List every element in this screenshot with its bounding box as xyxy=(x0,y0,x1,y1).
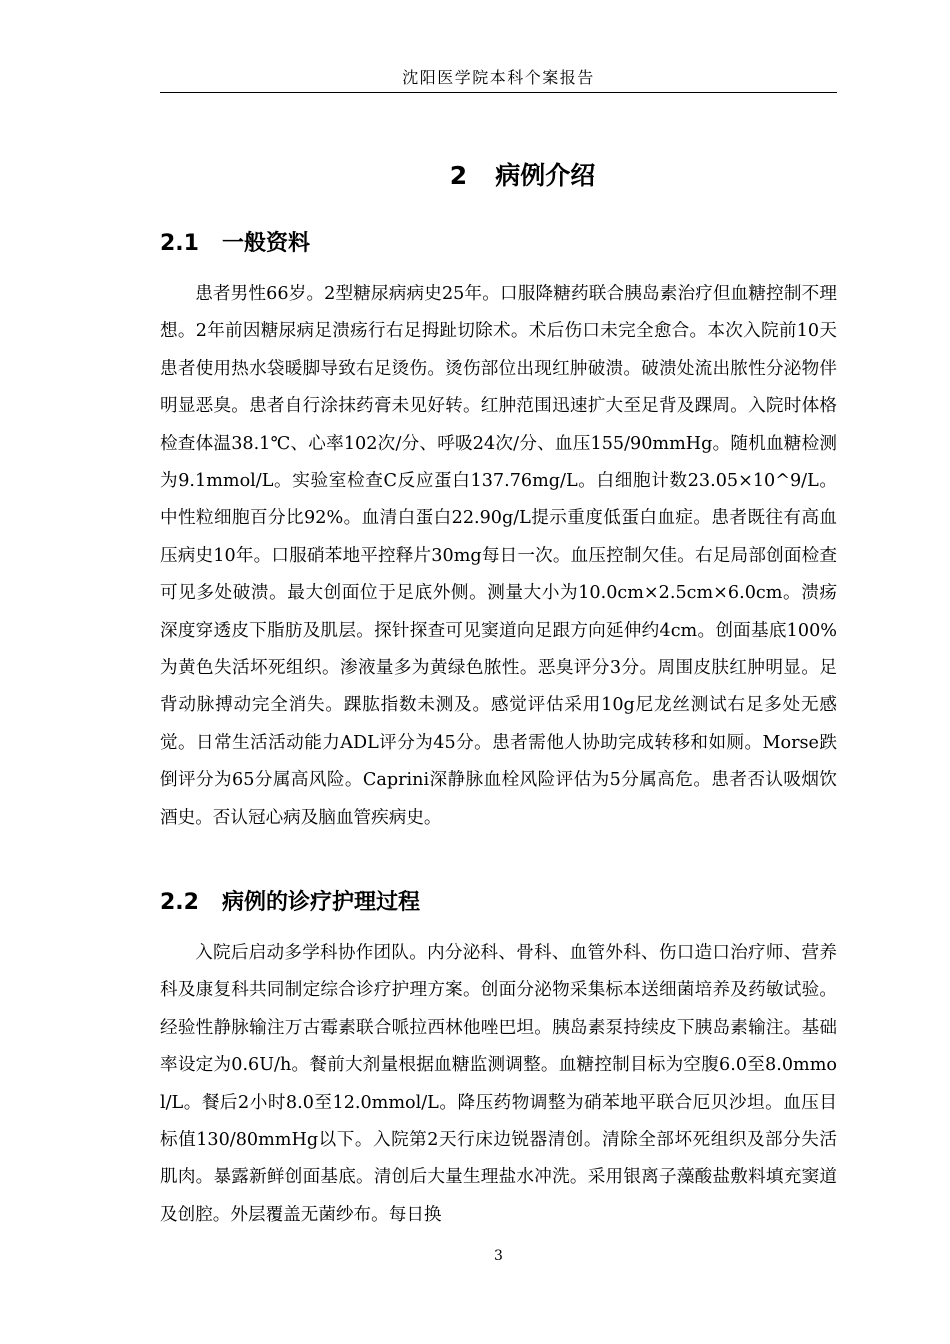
section-heading-2-1 xyxy=(160,228,837,260)
paragraph-treatment-process: 入院后启动多学科协作团队。内分泌科、骨科、血管外科、伤口造口治疗师、营养科及康复科共同制定综合诊疗护理方案。创面分泌物采集标本送细菌培养及药敏试验。经验性静脉输注万古霉素联合哌拉西林他唑巴坦。胰岛素泵持续皮下胰岛素输注。基础率设定为0.6U/h。餐前大剂量根据血糖监测调整。血糖控制目标为空腹6.0至8.0mmol/L。餐后2小时8.0至12.0mmol/L。降压药物调整为硝苯地平联合厄贝沙坦。血压目标值130/80mmHg以下。入院第2天行床边锐器清创。清除全部坏死组织及部分失活肌肉。暴露新鲜创面基底。清创后大量生理盐水冲洗。采用银离子藻酸盐敷料填充窦道及创腔。外层覆盖无菌纱布。每日换 xyxy=(160,943,837,1225)
section-title: 一般资料 xyxy=(222,231,311,256)
section-number: 2.2 xyxy=(160,890,199,915)
chapter-number: 2 xyxy=(449,161,468,190)
chapter-title xyxy=(160,158,837,194)
header-rule xyxy=(160,92,837,93)
page-number: 3 xyxy=(494,1248,503,1264)
chapter-title-text: 病例介绍 xyxy=(495,161,596,190)
section-heading-2-2 xyxy=(160,887,837,919)
running-header: 沈阳医学院本科个案报告 xyxy=(402,68,595,87)
paragraph-general-info: 患者男性66岁。2型糖尿病病史25年。口服降糖药联合胰岛素治疗但血糖控制不理想。2年前因糖尿病足溃疡行右足拇趾切除术。术后伤口未完全愈合。本次入院前10天患者使用热水袋暖脚导致右足烫伤。烫伤部位出现红肿破溃。破溃处流出脓性分泌物伴明显恶臭。患者自行涂抹药膏未见好转。红肿范围迅速扩大至足背及踝周。入院时体格检查体温38.1℃、心率102次/分、呼吸24次/分、血压155/90mmHg。随机血糖检测为9.1mmol/L。实验室检查C反应蛋白137.76mg/L。白细胞计数23.05×10^9/L。中性粒细胞百分比92%。血清白蛋白22.90g/L提示重度低蛋白血症。患者既往有高血压病史10年。口服硝苯地平控释片30mg每日一次。血压控制欠佳。右足局部创面检查可见多处破溃。最大创面位于足底外侧。测量大小为10.0cm×2.5cm×6.0cm。溃疡深度穿透皮下脂肪及肌层。探针探查可见窦道向足跟方向延伸约4cm。创面基底100%为黄色失活坏死组织。渗液量多为黄绿色脓性。恶臭评分3分。周围皮肤红肿明显。足背动脉搏动完全消失。踝肱指数未测及。感觉评估采用10g尼龙丝测试右足多处无感觉。日常生活活动能力ADL评分为45分。患者需他人协助完成转移和如厕。Morse跌倒评分为65分属高风险。Caprini深静脉血栓风险评估为5分属高危。患者否认吸烟饮酒史。否认冠心病及脑血管疾病史。 xyxy=(160,284,837,828)
section-title: 病例的诊疗护理过程 xyxy=(222,890,421,915)
section-number: 2.1 xyxy=(160,231,199,256)
